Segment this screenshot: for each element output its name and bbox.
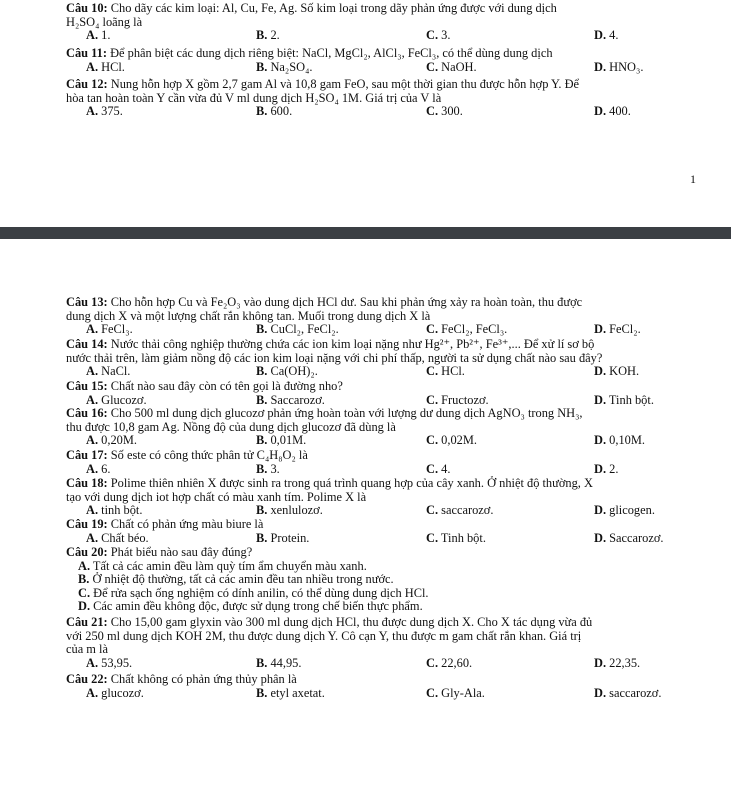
question-stem-line: dung dịch X và một lượng chất rắn không tan. Muối trong dung dịch X là (66, 308, 431, 323)
question-stem-line: Để phân biệt các dung dịch riêng biệt: NaCl, MgCl₂, AlCl₃, FeCl₃, có thể dùng dung dịch (110, 46, 553, 60)
answer-options (66, 504, 710, 518)
answer-options (66, 657, 710, 671)
option-b: B. Ca(OH)₂. (256, 364, 318, 379)
question-11 (66, 47, 710, 74)
question-stem-line: Chất có phản ứng màu biure là (110, 517, 264, 531)
option-d: D. KOH. (594, 364, 640, 379)
option-c: C. FeCl₂, FeCl₃. (426, 322, 508, 337)
question-stem-line: Cho dãy các kim loại: Al, Cu, Fe, Ag. Số kim loại trong dãy phản ứng được với dung dịch (110, 1, 557, 15)
question-stem-line: Polime thiên nhiên X được sinh ra trong quá trình quang hợp của cây xanh. Ở nhiệt độ thường, X (110, 476, 593, 490)
option-b: B. xenlulozơ. (256, 503, 323, 518)
statement-a: A. Tất cả các amin đều làm quỳ tím ẩm chuyển màu xanh. (78, 558, 367, 573)
option-c: C. 4. (426, 461, 451, 476)
question-stem-line: Cho 500 ml dung dịch glucozơ phản ứng hoàn toàn với lượng dư dung dịch AgNO₃ trong NH₃, (110, 406, 583, 420)
question-stem-line: Cho 15,00 gam glyxin vào 300 ml dung dịch HCl, thu được dung dịch X. Cho X tác dụng vừa đủ (110, 615, 593, 629)
option-b: B. 3. (256, 461, 280, 476)
option-d: D. glicogen. (594, 503, 655, 518)
option-b: B. Saccarozơ. (256, 392, 325, 407)
option-c: C. NaOH. (426, 59, 477, 74)
option-d: D. Tinh bột. (594, 392, 654, 407)
option-d: D. saccarozơ. (594, 685, 662, 700)
option-c: C. saccarozơ. (426, 503, 494, 518)
question-stem-line: của m là (66, 642, 108, 657)
option-d: D. Saccarozơ. (594, 530, 664, 545)
option-b: B. 2. (256, 28, 280, 43)
option-c: C. Fructozơ. (426, 392, 489, 407)
statement-b: B. Ở nhiệt độ thường, tất cả các amin đều tan nhiều trong nước. (78, 572, 394, 587)
question-number: Câu 17: (66, 448, 108, 462)
option-b: B. 0,01M. (256, 433, 307, 448)
option-d: D. 2. (594, 461, 619, 476)
question-15 (66, 380, 710, 407)
option-d: D. 0,10M. (594, 433, 645, 448)
option-c: C. 3. (426, 28, 451, 43)
question-stem-line: với 250 ml dung dịch KOH 2M, thu được dung dịch Y. Cô cạn Y, thu được m gam chất rắn khan. Giá trị (66, 628, 582, 643)
option-c: C. Tinh bột. (426, 530, 486, 545)
question-22 (66, 673, 710, 700)
option-d: D. FeCl₂. (594, 322, 641, 337)
question-stem-line: Phát biểu nào sau đây đúng? (110, 545, 253, 559)
document-page-1 (0, 0, 731, 222)
question-number: Câu 21: (66, 615, 108, 629)
question-stem-line: thu được 10,8 gam Ag. Nồng độ của dung dịch glucozơ đã dùng là (66, 419, 396, 434)
option-a: A. FeCl₃. (86, 322, 133, 337)
question-20 (66, 546, 710, 614)
option-b: B. CuCl₂, FeCl₂. (256, 322, 339, 337)
question-stem-line: hòa tan hoàn toàn Y cần vừa đủ V ml dung dịch H₂SO₄ 1M. Giá trị của V là (66, 90, 442, 105)
option-c: C. HCl. (426, 364, 465, 379)
option-a: A. 0,20M. (86, 433, 137, 448)
question-18 (66, 477, 710, 518)
question-stem-line: Cho hỗn hợp Cu và Fe₂O₃ vào dung dịch HCl dư. Sau khi phản ứng xảy ra hoàn toàn, thu được (110, 295, 583, 309)
question-number: Câu 16: (66, 406, 108, 420)
question-19 (66, 518, 710, 545)
answer-options (66, 687, 710, 701)
option-b: B. Na₂SO₄. (256, 59, 313, 74)
option-a: A. NaCl. (86, 364, 131, 379)
question-number: Câu 14: (66, 337, 108, 351)
answer-options (66, 105, 710, 119)
option-b: B. etyl axetat. (256, 685, 325, 700)
question-number: Câu 13: (66, 295, 108, 309)
question-number: Câu 15: (66, 379, 108, 393)
question-stem-line: Số este có công thức phân tử C₄H₈O₂ là (110, 448, 308, 462)
option-a: A. Glucozơ. (86, 392, 147, 407)
option-b: B. 44,95. (256, 655, 302, 670)
question-14 (66, 338, 710, 379)
question-number: Câu 20: (66, 545, 108, 559)
question-21 (66, 616, 710, 670)
option-a: A. 6. (86, 461, 111, 476)
option-b: B. Protein. (256, 530, 310, 545)
question-10 (66, 2, 710, 43)
answer-options (66, 61, 710, 75)
option-d: D. 22,35. (594, 655, 641, 670)
option-a: A. tinh bột. (86, 503, 143, 518)
page-number: 1 (690, 172, 696, 186)
answer-options (66, 434, 710, 448)
question-stem-line: tạo với dung dịch iot hợp chất có màu xanh tím. Polime X là (66, 489, 367, 504)
answer-options (66, 365, 710, 379)
page-separator (0, 222, 731, 243)
statement-c: C. Để rửa sạch ống nghiệm có dính anilin, có thể dùng dung dịch HCl. (78, 585, 429, 600)
option-a: A. glucozơ. (86, 685, 144, 700)
option-a: A. HCl. (86, 59, 125, 74)
option-a: A. Chất béo. (86, 530, 149, 545)
page-gap-bar (0, 227, 731, 239)
option-c: C. 22,60. (426, 655, 473, 670)
option-d: D. 400. (594, 104, 631, 119)
option-d: D. HNO₃. (594, 59, 644, 74)
question-number: Câu 12: (66, 77, 108, 91)
question-number: Câu 18: (66, 476, 108, 490)
option-a: A. 1. (86, 28, 111, 43)
question-17 (66, 449, 710, 476)
option-c: C. 0,02M. (426, 433, 477, 448)
document-page-2 (0, 243, 731, 800)
question-stem-line: H₂SO₄ loãng là (66, 14, 143, 29)
question-stem-line: Nung hỗn hợp X gồm 2,7 gam Al và 10,8 gam FeO, sau một thời gian thu được hỗn hợp Y. Để (110, 77, 580, 91)
question-number: Câu 10: (66, 1, 108, 15)
question-number: Câu 11: (66, 46, 107, 60)
question-stem-line: Nước thải công nghiệp thường chứa các ion kim loại nặng như Hg²⁺, Pb²⁺, Fe³⁺,... Để xử lí sơ bộ (110, 337, 595, 351)
statement-d: D. Các amin đều không độc, được sử dụng trong chế biến thực phẩm. (78, 599, 423, 614)
option-c: C. Gly-Ala. (426, 685, 485, 700)
question-number: Câu 22: (66, 672, 108, 686)
question-stem-line: nước thải trên, làm giảm nồng độ các ion kim loại nặng với chi phí thấp, người ta sử dụng chất nào sau đây? (66, 350, 603, 365)
answer-options (66, 532, 710, 546)
answer-options (66, 29, 710, 43)
option-b: B. 600. (256, 104, 293, 119)
question-stem-line: Chất không có phản ứng thủy phân là (110, 672, 297, 686)
option-d: D. 4. (594, 28, 619, 43)
option-c: C. 300. (426, 104, 463, 119)
answer-options (66, 463, 710, 477)
question-stem-line: Chất nào sau đây còn có tên gọi là đường nho? (110, 379, 343, 393)
question-16 (66, 407, 710, 448)
question-number: Câu 19: (66, 517, 108, 531)
answer-options (66, 323, 710, 337)
question-13 (66, 296, 710, 337)
question-12 (66, 78, 710, 119)
option-a: A. 375. (86, 104, 123, 119)
option-a: A. 53,95. (86, 655, 133, 670)
